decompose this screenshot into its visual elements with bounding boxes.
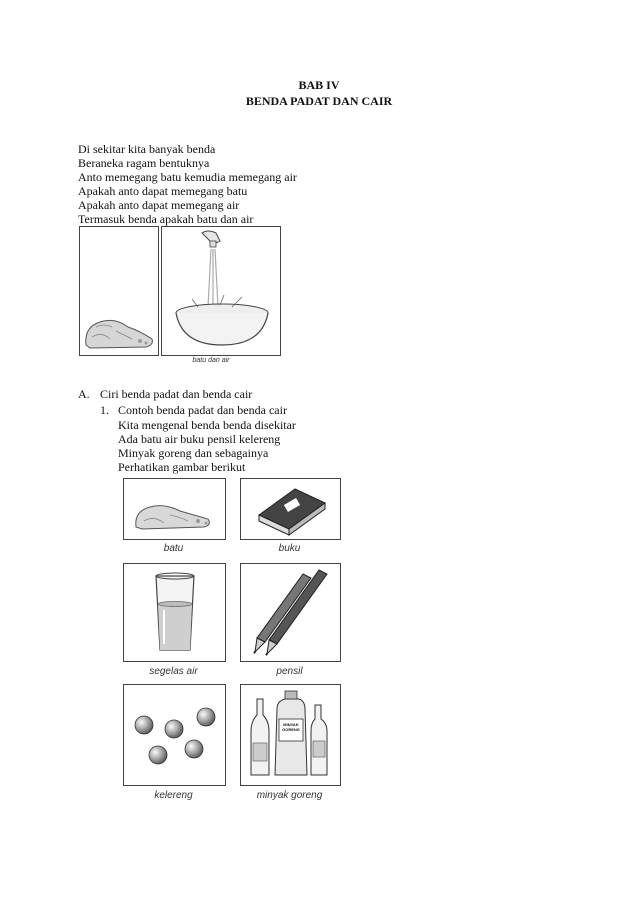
intro-line: Beraneka ragam bentuknya <box>78 156 210 170</box>
section-marker: A. <box>78 387 90 401</box>
chapter-label: BAB IV <box>298 78 340 92</box>
item-body <box>118 418 296 474</box>
caption-segelas-air: segelas air <box>149 666 198 677</box>
item-line: Perhatikan gambar berikut <box>118 460 246 474</box>
item-heading: Contoh benda padat dan benda cair <box>118 403 287 417</box>
caption-minyak-goreng: minyak goreng <box>256 790 323 801</box>
item-line: Kita mengenal benda benda disekitar <box>118 418 296 432</box>
stone-illustration <box>79 226 159 356</box>
section-heading: Ciri benda padat dan benda cair <box>100 387 253 401</box>
intro-paragraph <box>78 142 297 226</box>
intro-line: Apakah anto dapat memegang batu <box>78 184 248 198</box>
caption-buku: buku <box>278 543 301 554</box>
buku-image <box>240 478 341 540</box>
water-bowl-illustration <box>161 226 281 356</box>
kelereng-image <box>123 684 226 786</box>
pensil-image <box>240 563 341 662</box>
bottle-label: MINYAK GORENG <box>282 722 300 732</box>
caption-batu: batu <box>163 543 184 554</box>
figure-caption: batu dan air <box>192 357 230 364</box>
intro-line: Di sekitar kita banyak benda <box>78 142 216 156</box>
intro-line: Termasuk benda apakah batu dan air <box>78 212 254 226</box>
intro-line: Anto memegang batu kemudia memegang air <box>78 170 297 184</box>
chapter-title: BENDA PADAT DAN CAIR <box>245 94 393 108</box>
minyak-goreng-image <box>240 684 341 786</box>
intro-line: Apakah anto dapat memegang air <box>78 198 240 212</box>
caption-pensil: pensil <box>276 666 303 677</box>
segelas-air-image <box>123 563 226 662</box>
item-number: 1. <box>100 403 109 417</box>
batu-image <box>123 478 226 540</box>
caption-kelereng: kelereng <box>154 790 193 801</box>
item-line: Minyak goreng dan sebagainya <box>118 446 269 460</box>
item-line: Ada batu air buku pensil kelereng <box>118 432 281 446</box>
